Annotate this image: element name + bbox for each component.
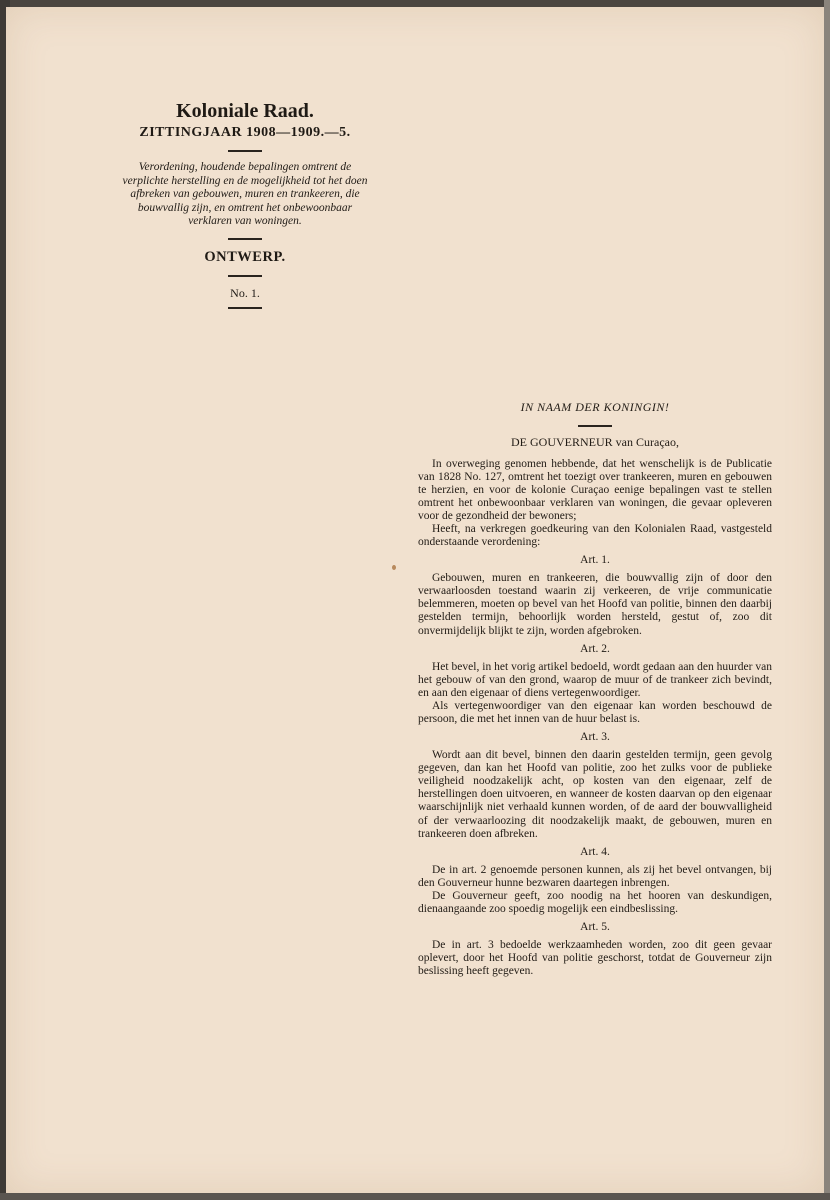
article-paragraph: Het bevel, in het vorig artikel bedoeld, wordt gedaan aan den huurder van het gebouw of van den grond, waarop de muur of de trankeer zich bevindt, en aan den eigenaar of diens vertegenwoordiger. [418, 660, 772, 699]
article-heading: Art. 1. [580, 554, 610, 567]
article-paragraph: Als vertegenwoordiger van den eigenaar kan worden beschouwd de persoon, die met het innen van de huur belast is. [418, 699, 772, 725]
ordinance-description: Verordening, houdende bepalingen omtrent de verplichte herstelling en de mogelijkheid tot het doen afbreken van gebouwen, muren en trankeeren, die bouwvallig zijn, en omtrent het onbewoonbaar verklaren van woningen. [122, 161, 368, 227]
header-divider [228, 307, 262, 309]
article-paragraph: Gebouwen, muren en trankeeren, die bouwvallig zijn of door den verwaarloosden toestand waarin zij verkeeren, de vrije communicatie belemmeren, moeten op bevel van het Hoofd van politie, binnen den daarbij gestelden termijn, behoorlijk worden hersteld, gestut of, zoo dit onvermijdelijk blijkt te zijn, worden afgebroken. [418, 572, 772, 637]
draft-label: ONTWERP. [204, 248, 286, 265]
governor-line: DE GOUVERNEUR van Curaçao, [511, 434, 679, 449]
preamble-paragraph: In overweging genomen hebbende, dat het wenschelijk is de Publicatie van 1828 No. 127, omtrent het toezigt over trankeeren, muren en gebouwen te herzien, en voor de kolonie Curaçao eenige bepalingen vast te stellen omtrent het onbewoonbaar verklaren van woningen, die gevaar opleveren voor de gezondheid der bewoners; [418, 457, 772, 522]
document-number: No. 1. [230, 285, 260, 300]
scan-edge-bottom [0, 1193, 830, 1200]
invocation: IN NAAM DER KONINGIN! [520, 400, 670, 414]
article-paragraph: De Gouverneur geeft, zoo noodig na het hooren van deskundigen, dienaangaande zoo spoedig mogelijk een eindbeslissing. [418, 889, 772, 916]
article-paragraph: De in art. 3 bedoelde werkzaamheden worden, zoo dit geen gevaar oplevert, door het Hoofd van politie geschorst, totdat de Gouverneur zijn beslissing heeft gegeven. [418, 939, 772, 978]
article-heading: Art. 5. [580, 921, 610, 934]
scan-edge-top [0, 0, 830, 7]
header-divider [228, 275, 262, 277]
session-year: ZITTINGJAAR 1908—1909.—5. [139, 125, 351, 140]
paper-stain [392, 565, 396, 570]
body-divider [578, 425, 612, 427]
preamble-paragraph: Heeft, na verkregen goedkeuring van den Kolonialen Raad, vastgesteld onderstaande verordening: [418, 522, 772, 549]
document-header [120, 100, 370, 318]
article-paragraph: De in art. 2 genoemde personen kunnen, als zij het bevel ontvangen, bij den Gouverneur hunne bezwaren daartegen inbrengen. [418, 863, 772, 889]
scan-edge-right [824, 0, 830, 1200]
article-paragraph: Wordt aan dit bevel, binnen den daarin gestelden termijn, geen gevolg gegeven, dan kan het Hoofd van politie, zoo het zulks voor de publieke veiligheid noodzakelijk acht, op kosten van den eigenaar, zelf de herstellingen doen uitvoeren, en wanneer de kosten daarvan op den eigenaar waarschijnlijk niet verhaald kunnen worden, of de aard der bouwvalligheid of der verwaarloozing dit noodzakelijk maakt, de gebouwen, muren en trankeeren doen afbreken. [418, 749, 772, 840]
ordinance-body [418, 396, 772, 978]
header-divider [228, 150, 262, 152]
article-heading: Art. 2. [580, 642, 610, 655]
header-divider [228, 238, 262, 240]
article-heading: Art. 4. [580, 845, 610, 858]
council-title: Koloniale Raad. [176, 100, 314, 122]
article-heading: Art. 3. [580, 731, 610, 744]
